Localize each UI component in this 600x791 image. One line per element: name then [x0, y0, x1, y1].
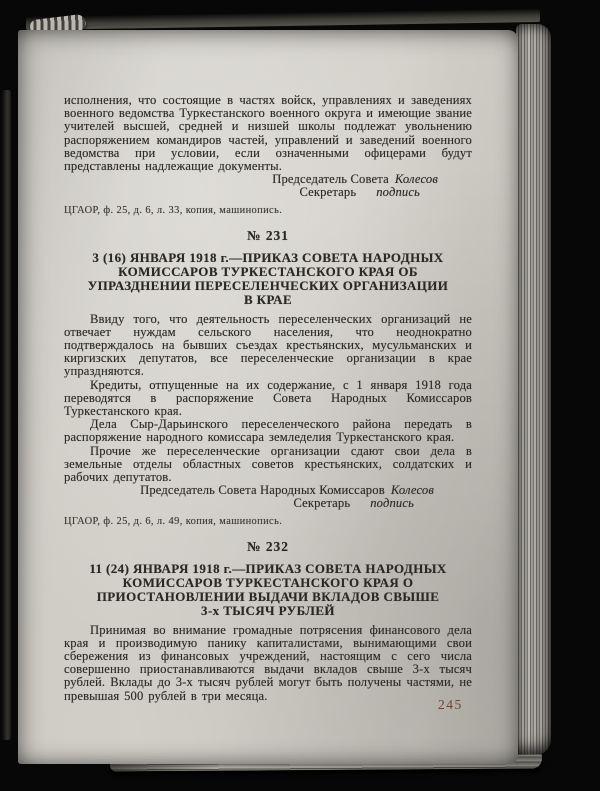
doc-231-title-line: УПРАЗДНЕНИИ ПЕРЕСЕЛЕНЧЕСКИХ ОРГАНИЗАЦИИ [87, 277, 449, 293]
doc-231-title-line: В КРАЕ [243, 291, 293, 307]
secretary-role: Секретарь [293, 496, 351, 511]
secretary-signature-note: подпись [376, 185, 420, 200]
page-right-edge-stack [516, 24, 551, 755]
continuation-paragraph: исполнения, что состоящие в частях войск, управлениях и заведениях военного ведомства Туркестанского военного округа и имеющие звание учителей высшей, средней и низшей школы подлежат увольнению распоряжением командиров частей, управлений и заведений военного ведомства при условии, если означенными офицерами будут представлены надлежащие документы. [64, 93, 472, 174]
doc-232-number: № 232 [247, 538, 289, 554]
archive-reference-doc231: ЦГАОР, ф. 25, д. 6, л. 49, копия, машинопись. [64, 515, 283, 527]
doc-232-title-line: 3-х ТЫСЯЧ РУБЛЕЙ [201, 602, 335, 618]
doc-231-number: № 231 [247, 227, 289, 243]
doc-231-title-line: КОМИССАРОВ ТУРКЕСТАНСКОГО КРАЯ ОБ [118, 263, 418, 279]
chairman-name: Колесов [394, 172, 438, 187]
page-number: 245 [438, 697, 463, 712]
book-spine-edge [2, 90, 11, 740]
doc-232-title-line: 11 (24) ЯНВАРЯ 1918 г.—ПРИКАЗ СОВЕТА НАРОДНЫХ [89, 560, 447, 576]
chairman-role: Председатель Совета [272, 172, 389, 187]
archive-reference-doc230: ЦГАОР, ф. 25, д. 6, л. 33, копия, машинопись. [64, 204, 283, 216]
doc-231-paragraph: Кредиты, отпущенные на их содержание, с 1 января 1918 года переводятся в распоряжение Совета Народных Комиссаров Туркестанского края. [64, 377, 472, 419]
doc-231-paragraph: Ввиду того, что деятельность переселенческих организаций не отвечает нуждам сельского населения, что неоднократно подтверждалось на бывших съездах крестьянских, мусульманских и киргизских депутатов, все переселенческие организации в крае упраздняются. [64, 311, 472, 379]
doc-231-paragraph: Прочие же переселенческие организации сдают свои дела в земельные отделы областных советов крестьянских, солдатских и рабочих депутатов. [64, 443, 472, 485]
doc-232-title-line: КОМИССАРОВ ТУРКЕСТАНСКОГО КРАЯ О [122, 574, 414, 590]
book-page [18, 30, 518, 764]
page-text-column [64, 94, 472, 703]
doc-231-paragraph: Дела Сыр-Дарьинского переселенческого района передать в распоряжение народного комиссара земледелия Туркестанского края. [64, 417, 472, 445]
secretary-role: Секретарь [299, 185, 357, 200]
secretary-signature-note: подпись [370, 496, 414, 511]
doc-231-title [64, 251, 472, 307]
chairman-name: Колесов [390, 483, 434, 498]
signature-block-doc230 [64, 173, 472, 199]
signature-block-doc231 [64, 484, 472, 510]
doc-232-title [64, 562, 472, 618]
doc-232-paragraph: Принимая во внимание громадные потрясения финансового дела края и производимую панику капиталистами, вынимающими свои сбережения из финансовых учреждений, настоящим с сего числа совершенно приостанавливаются выдачи вкладов свыше 3-х тысяч рублей. Вклады до 3-х тысяч рублей могут быть получены частями, не превышая 500 рублей в три месяца. [64, 622, 472, 703]
chairman-role: Председатель Совета Народных Комиссаров [140, 483, 385, 498]
doc-231-title-line: 3 (16) ЯНВАРЯ 1918 г.—ПРИКАЗ СОВЕТА НАРОДНЫХ [92, 249, 444, 265]
doc-232-title-line: ПРИОСТАНОВЛЕНИИ ВЫДАЧИ ВКЛАДОВ СВЫШЕ [96, 588, 440, 604]
book-top-edge [26, 9, 540, 30]
